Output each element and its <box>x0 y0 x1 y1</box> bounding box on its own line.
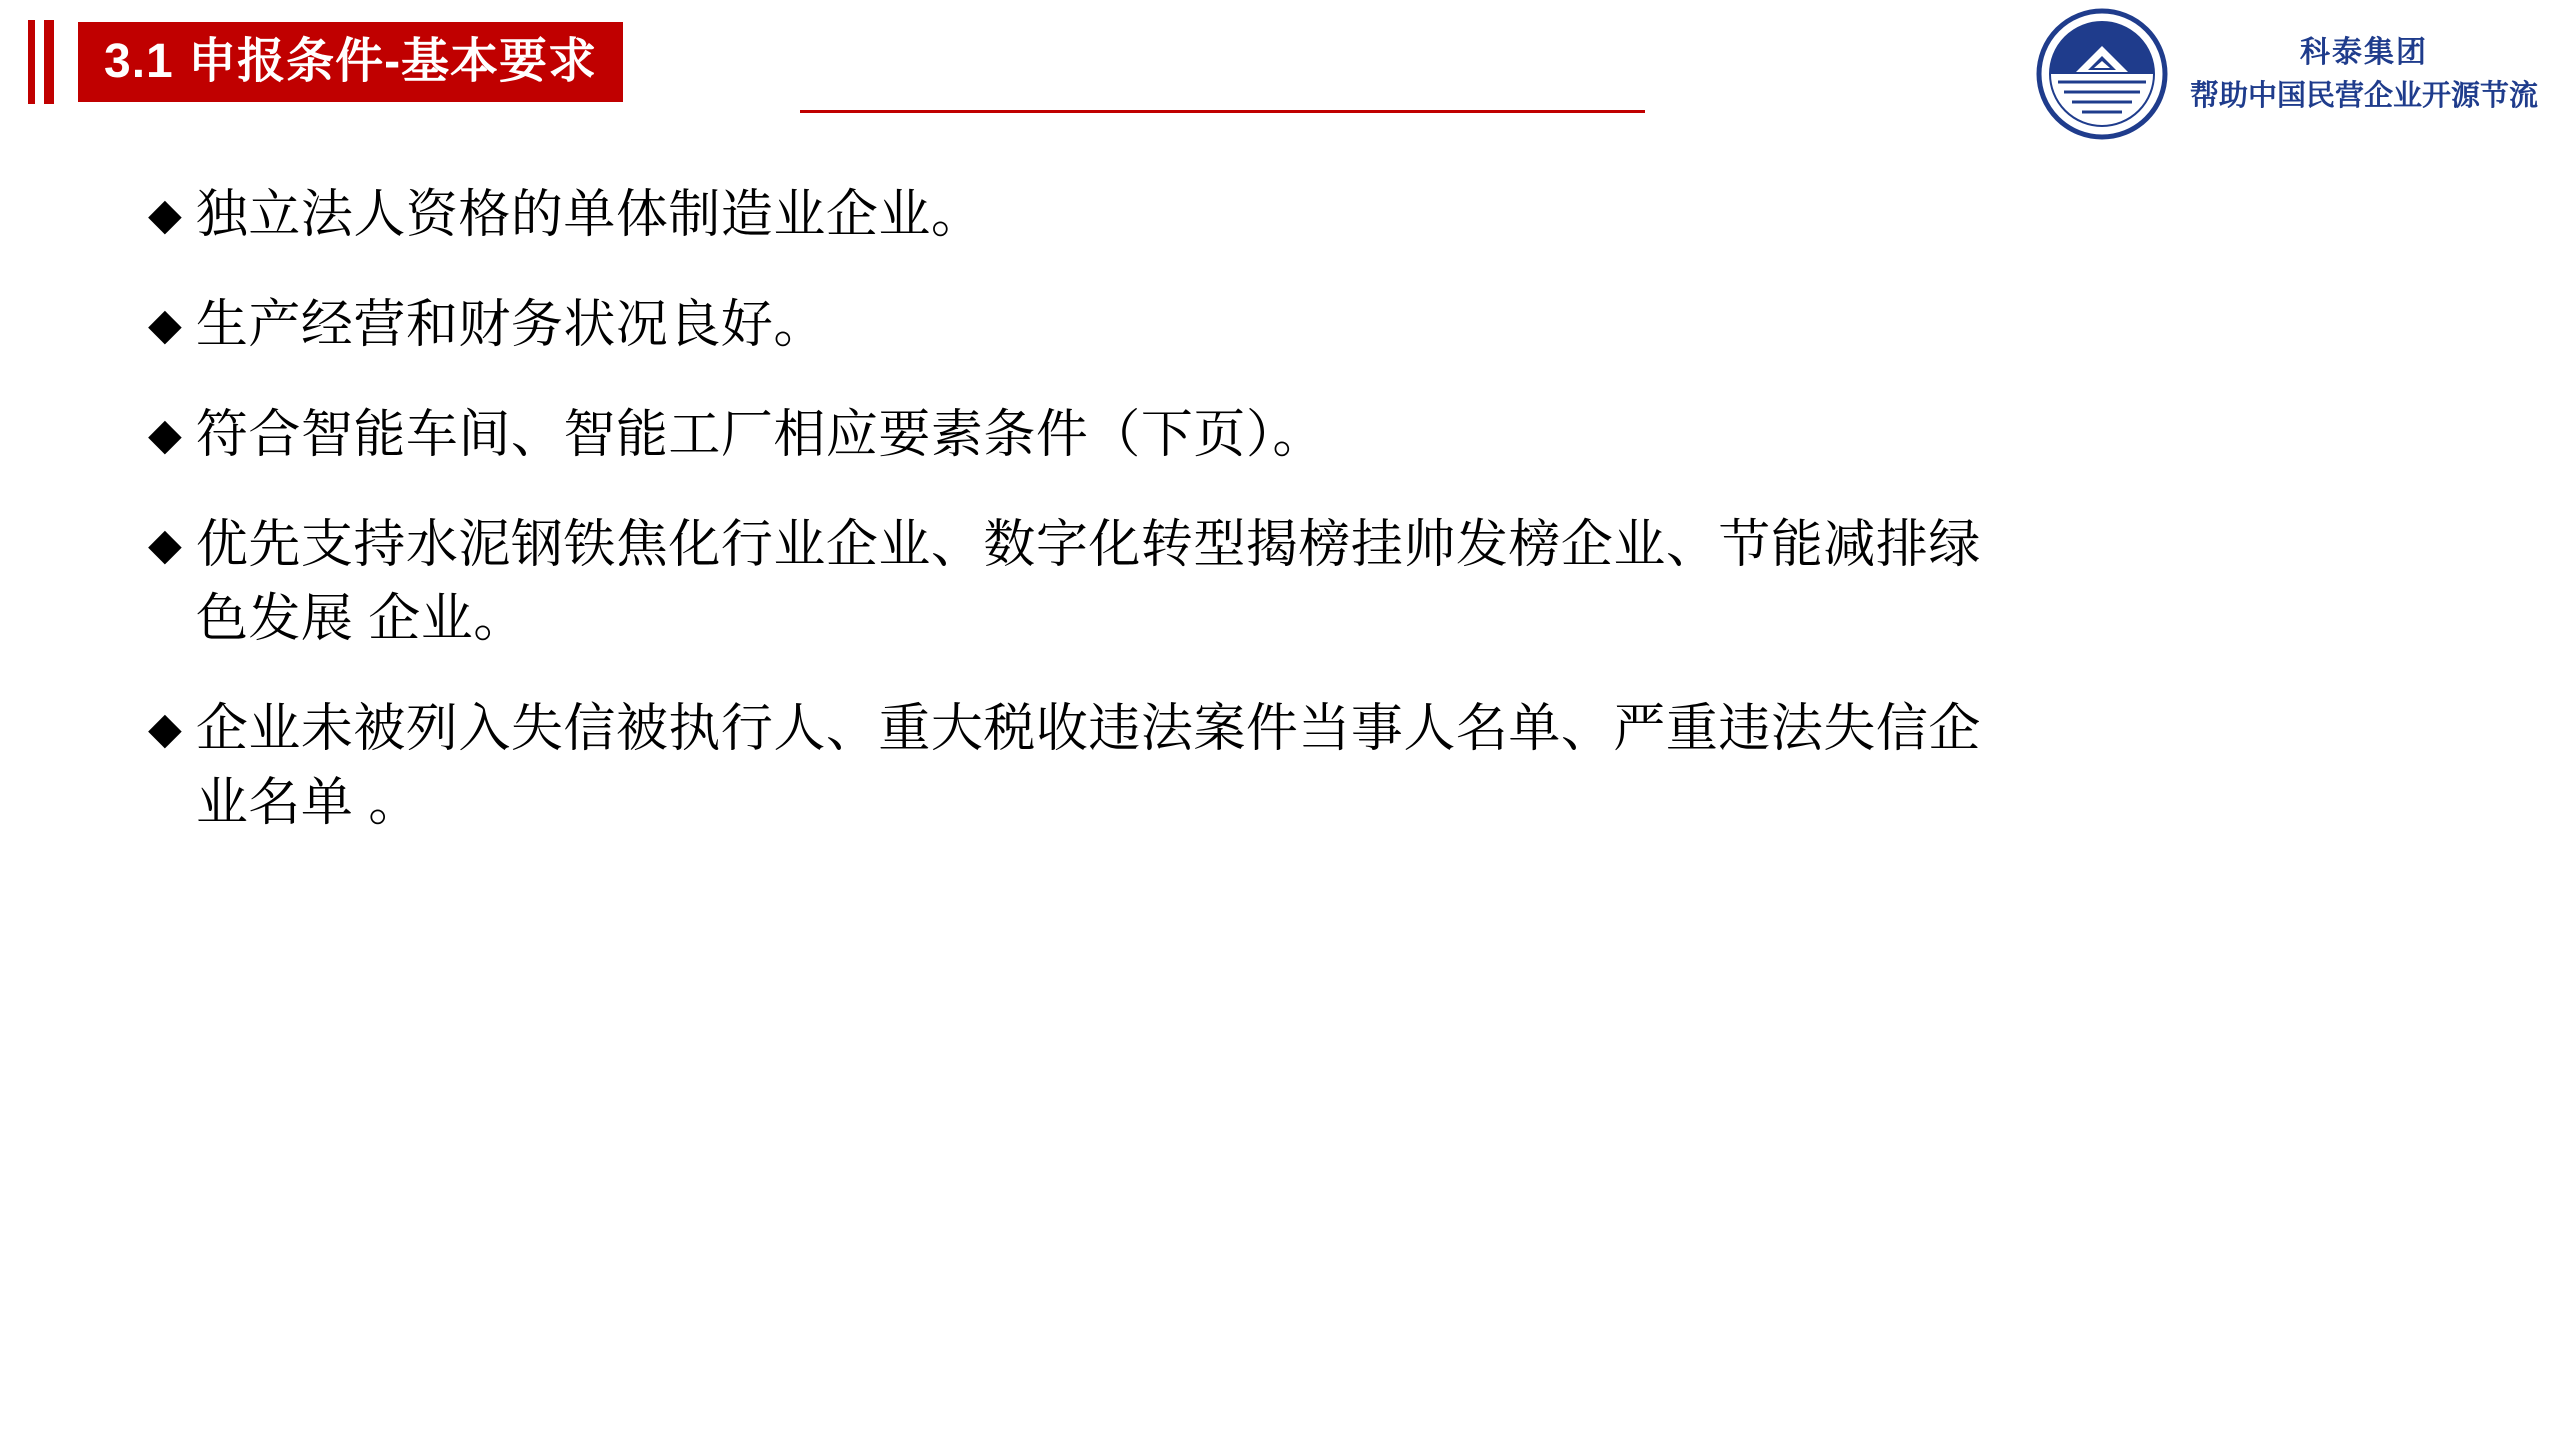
list-item-line: 色发展 企业。 <box>195 590 526 648</box>
diamond-bullet-icon: ◆ <box>148 704 182 753</box>
brand-logo-block <box>2036 8 2538 140</box>
header-underline <box>800 110 1645 113</box>
list-item <box>0 288 2560 362</box>
company-logo-icon <box>2036 8 2168 140</box>
list-item-line: 生产经营和财务状况良好。 <box>195 296 826 354</box>
list-item-text <box>196 692 1981 840</box>
list-item <box>0 178 2560 252</box>
diamond-bullet-icon: ◆ <box>148 190 182 239</box>
list-item-line: 独立法人资格的单体制造业企业。 <box>195 186 984 244</box>
diamond-bullet-icon: ◆ <box>148 300 182 349</box>
title-accent-bars <box>28 20 54 104</box>
list-item-text <box>196 288 826 362</box>
accent-bar-2 <box>44 20 54 104</box>
brand-slogan: 帮助中国民营企业开源节流 <box>2189 79 2538 112</box>
list-item-text <box>196 398 1325 472</box>
list-item-line: 符合智能车间、智能工厂相应要素条件（下页）。 <box>195 406 1325 464</box>
brand-name: 科泰集团 <box>2299 36 2428 70</box>
brand-text <box>2190 31 2538 117</box>
list-item <box>0 398 2560 472</box>
list-item-line: 企业未被列入失信被执行人、重大税收违法案件当事人名单、严重违法失信企 <box>195 700 1981 758</box>
page-title: 3.1 申报条件-基本要求 <box>104 35 598 88</box>
list-item <box>0 692 2560 840</box>
list-item-line: 优先支持水泥钢铁焦化行业企业、数字化转型揭榜挂帅发榜企业、节能减排绿 <box>195 516 1981 574</box>
bullet-list <box>0 178 2560 876</box>
page-title-box <box>78 22 623 102</box>
slide-header <box>0 0 2560 165</box>
list-item-text <box>196 508 1981 656</box>
diamond-bullet-icon: ◆ <box>148 520 182 569</box>
diamond-bullet-icon: ◆ <box>148 410 182 459</box>
list-item <box>0 508 2560 656</box>
list-item-line: 业名单 。 <box>195 774 421 832</box>
list-item-text <box>196 178 984 252</box>
accent-bar-1 <box>28 20 35 104</box>
